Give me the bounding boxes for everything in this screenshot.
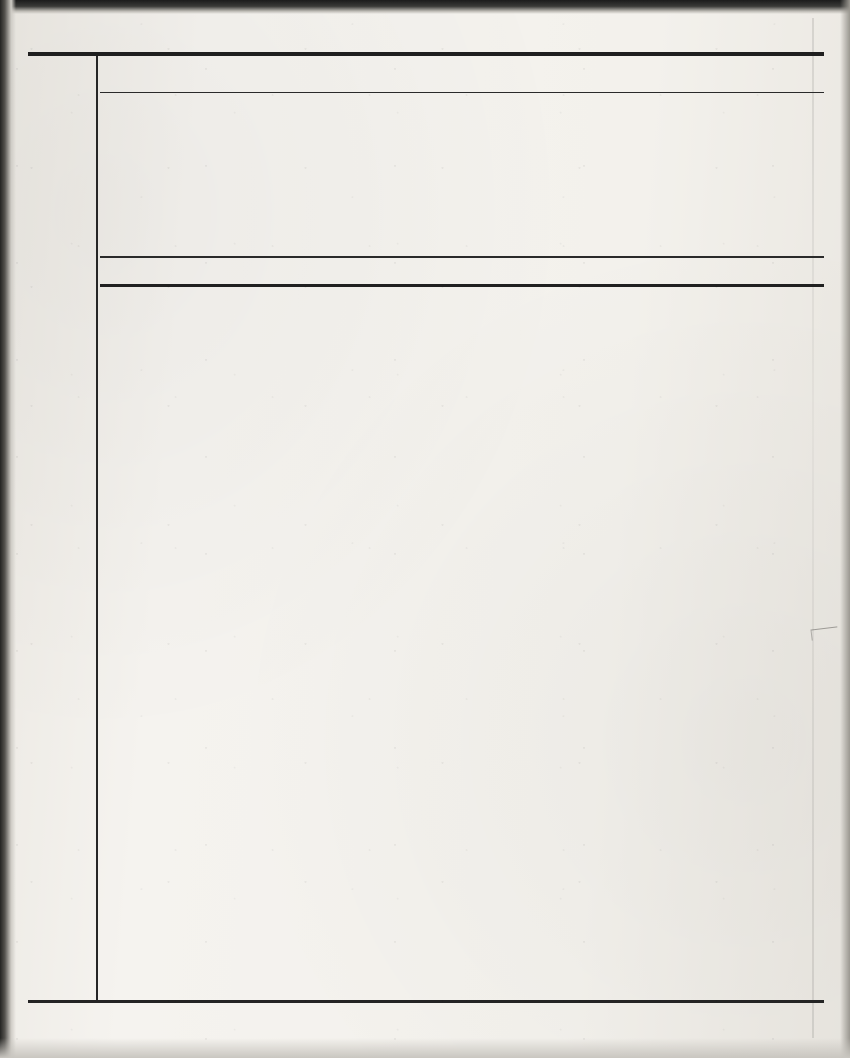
scan-edge-right <box>840 0 850 1058</box>
running-head <box>28 26 822 52</box>
table-banner <box>96 56 824 92</box>
scan-edge-bottom <box>0 1038 850 1058</box>
scan-edge-left <box>0 0 16 1058</box>
column-number-bottom-rule <box>100 284 824 287</box>
row-label-column <box>28 56 96 1000</box>
data-table <box>96 56 824 1000</box>
column-header-strip <box>96 93 824 206</box>
scan-edge-top <box>0 0 850 14</box>
rule-bottom <box>28 1000 824 1003</box>
margin-scan-artifact <box>810 626 838 640</box>
section-title <box>789 28 798 48</box>
column-number-strip <box>96 257 824 284</box>
